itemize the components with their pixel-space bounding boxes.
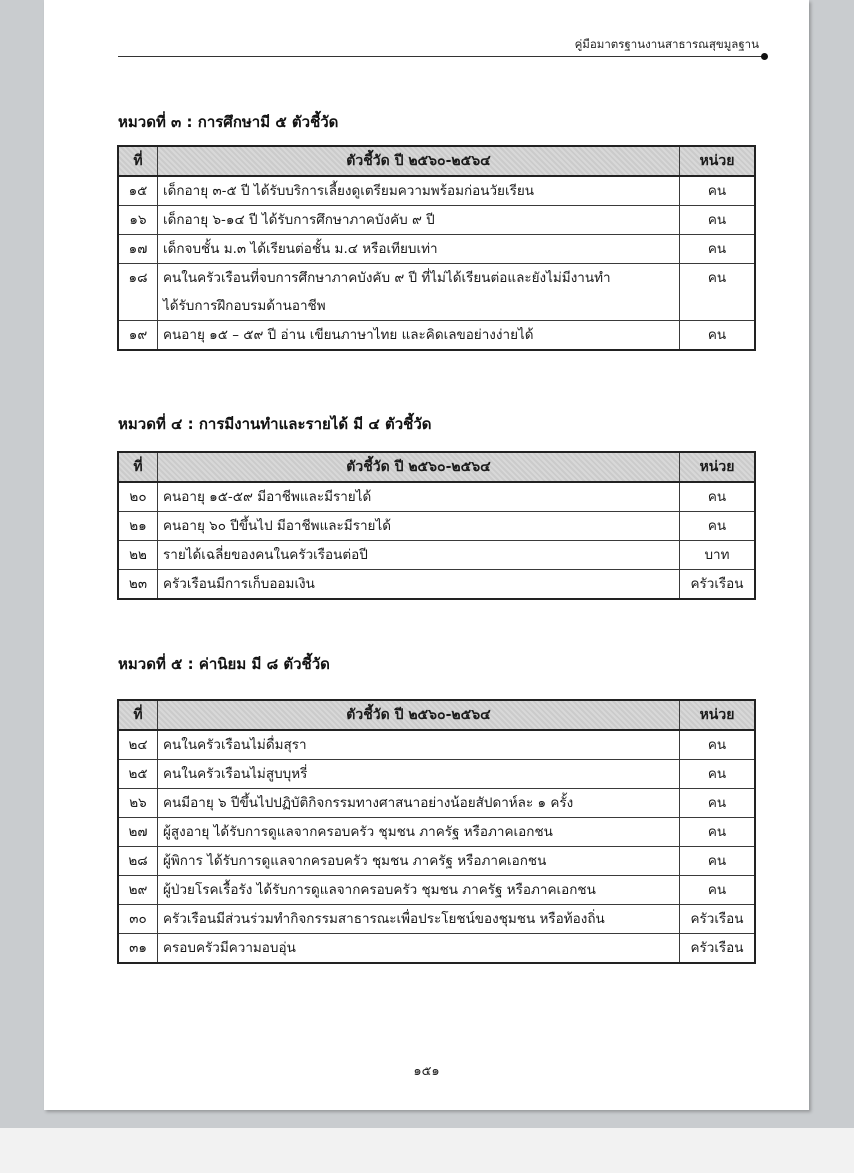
- row-indicator: คนในครัวเรือนไม่สูบบุหรี่: [158, 760, 680, 789]
- column-header-indicator: ตัวชี้วัด ปี ๒๕๖๐-๒๕๖๔: [158, 452, 680, 482]
- column-header-unit: หน่วย: [680, 700, 756, 730]
- row-unit: คน: [680, 876, 756, 905]
- row-indicator: ผู้สูงอายุ ได้รับการดูแลจากครอบครัว ชุมชน ภาครัฐ หรือภาคเอกชน: [158, 818, 680, 847]
- column-header-no: ที่: [118, 452, 158, 482]
- row-unit: คน: [680, 789, 756, 818]
- row-unit: คน: [680, 176, 756, 206]
- table-row: [118, 235, 755, 264]
- row-indicator: เด็กอายุ ๖-๑๔ ปี ได้รับการศึกษาภาคบังคับ ๙ ปี: [158, 206, 680, 235]
- column-header-unit: หน่วย: [680, 146, 756, 176]
- column-header-no: ที่: [118, 700, 158, 730]
- row-number: ๒๖: [118, 789, 158, 818]
- row-number: ๓๑: [118, 934, 158, 964]
- row-indicator: คนอายุ ๑๕-๕๙ มีอาชีพและมีรายได้: [158, 482, 680, 512]
- row-number: ๑๗: [118, 235, 158, 264]
- table-row: [118, 760, 755, 789]
- row-indicator: ครอบครัวมีความอบอุ่น: [158, 934, 680, 964]
- header-bullet-icon: [761, 53, 768, 60]
- row-indicator: เด็กจบชั้น ม.๓ ได้เรียนต่อชั้น ม.๔ หรือเทียบเท่า: [158, 235, 680, 264]
- table-row: [118, 206, 755, 235]
- column-header-indicator: ตัวชี้วัด ปี ๒๕๖๐-๒๕๖๔: [158, 700, 680, 730]
- row-unit: คน: [680, 235, 756, 264]
- row-unit: คน: [680, 847, 756, 876]
- table-row: [118, 176, 755, 206]
- row-number: ๑๙: [118, 321, 158, 351]
- row-number: ๒๗: [118, 818, 158, 847]
- row-indicator-multiline: [158, 264, 680, 321]
- row-indicator: คนอายุ ๑๕ – ๕๙ ปี อ่าน เขียนภาษาไทย และคิดเลขอย่างง่ายได้: [158, 321, 680, 351]
- table-row: [118, 847, 755, 876]
- background-strip: [0, 1128, 854, 1173]
- row-number: ๒๙: [118, 876, 158, 905]
- table-row: [118, 321, 755, 351]
- row-unit: ครัวเรือน: [680, 934, 756, 964]
- row-unit: ครัวเรือน: [680, 570, 756, 600]
- row-unit: คน: [680, 818, 756, 847]
- row-number: ๒๐: [118, 482, 158, 512]
- row-number: ๒๓: [118, 570, 158, 600]
- row-unit: คน: [680, 730, 756, 760]
- row-indicator-line-2: ได้รับการฝึกอบรมด้านอาชีพ: [163, 298, 326, 314]
- row-number: ๓๐: [118, 905, 158, 934]
- row-unit: บาท: [680, 541, 756, 570]
- row-number: ๒๘: [118, 847, 158, 876]
- row-number: ๒๑: [118, 512, 158, 541]
- table-row: [118, 789, 755, 818]
- table-header-row: [118, 452, 755, 482]
- indicator-table-3: [117, 145, 756, 351]
- header-rule: [118, 56, 764, 57]
- row-unit: คน: [680, 321, 756, 351]
- row-indicator: ผู้พิการ ได้รับการดูแลจากครอบครัว ชุมชน ภาครัฐ หรือภาคเอกชน: [158, 847, 680, 876]
- row-unit: คน: [680, 264, 756, 321]
- row-indicator-line-1: คนในครัวเรือนที่จบการศึกษาภาคบังคับ ๙ ปี ที่ไม่ได้เรียนต่อและยังไม่มีงานทำ: [163, 270, 611, 286]
- row-number: ๒๒: [118, 541, 158, 570]
- row-unit: ครัวเรือน: [680, 905, 756, 934]
- row-number: ๒๕: [118, 760, 158, 789]
- row-unit: คน: [680, 206, 756, 235]
- table-row: [118, 730, 755, 760]
- table-row: [118, 934, 755, 964]
- row-indicator: ครัวเรือนมีส่วนร่วมทำกิจกรรมสาธารณะเพื่อประโยชน์ของชุมชน หรือท้องถิ่น: [158, 905, 680, 934]
- section-title-5: หมวดที่ ๕ : ค่านิยม มี ๘ ตัวชี้วัด: [118, 655, 330, 673]
- row-number: ๑๖: [118, 206, 158, 235]
- row-indicator: ผู้ป่วยโรคเรื้อรัง ได้รับการดูแลจากครอบครัว ชุมชน ภาครัฐ หรือภาคเอกชน: [158, 876, 680, 905]
- table-row: [118, 905, 755, 934]
- row-indicator: คนในครัวเรือนไม่ดื่มสุรา: [158, 730, 680, 760]
- column-header-unit: หน่วย: [680, 452, 756, 482]
- row-number: ๑๕: [118, 176, 158, 206]
- row-unit: คน: [680, 512, 756, 541]
- table-row: [118, 818, 755, 847]
- indicator-table-4: [117, 451, 756, 600]
- row-unit: คน: [680, 482, 756, 512]
- row-indicator: รายได้เฉลี่ยของคนในครัวเรือนต่อปี: [158, 541, 680, 570]
- section-title-4: หมวดที่ ๔ : การมีงานทำและรายได้ มี ๔ ตัวชี้วัด: [118, 415, 432, 433]
- row-number: ๑๘: [118, 264, 158, 321]
- section-title-3: หมวดที่ ๓ : การศึกษามี ๕ ตัวชี้วัด: [118, 113, 339, 131]
- table-row: [118, 264, 755, 321]
- table-header-row: [118, 146, 755, 176]
- running-header: คู่มือมาตรฐานงานสาธารณสุขมูลฐาน: [574, 37, 759, 51]
- table-header-row: [118, 700, 755, 730]
- page-number: ๑๕๑: [413, 1064, 440, 1079]
- indicator-table-5: [117, 699, 756, 964]
- row-indicator: คนอายุ ๖๐ ปีขึ้นไป มีอาชีพและมีรายได้: [158, 512, 680, 541]
- table-row: [118, 541, 755, 570]
- row-indicator: ครัวเรือนมีการเก็บออมเงิน: [158, 570, 680, 600]
- table-row: [118, 570, 755, 600]
- table-row: [118, 482, 755, 512]
- table-row: [118, 512, 755, 541]
- row-indicator: คนมีอายุ ๖ ปีขึ้นไปปฏิบัติกิจกรรมทางศาสนาอย่างน้อยสัปดาห์ละ ๑ ครั้ง: [158, 789, 680, 818]
- document-page: [44, 0, 809, 1110]
- row-indicator: เด็กอายุ ๓-๕ ปี ได้รับบริการเลี้ยงดูเตรียมความพร้อมก่อนวัยเรียน: [158, 176, 680, 206]
- column-header-indicator: ตัวชี้วัด ปี ๒๕๖๐-๒๕๖๔: [158, 146, 680, 176]
- row-number: ๒๔: [118, 730, 158, 760]
- column-header-no: ที่: [118, 146, 158, 176]
- table-row: [118, 876, 755, 905]
- row-unit: คน: [680, 760, 756, 789]
